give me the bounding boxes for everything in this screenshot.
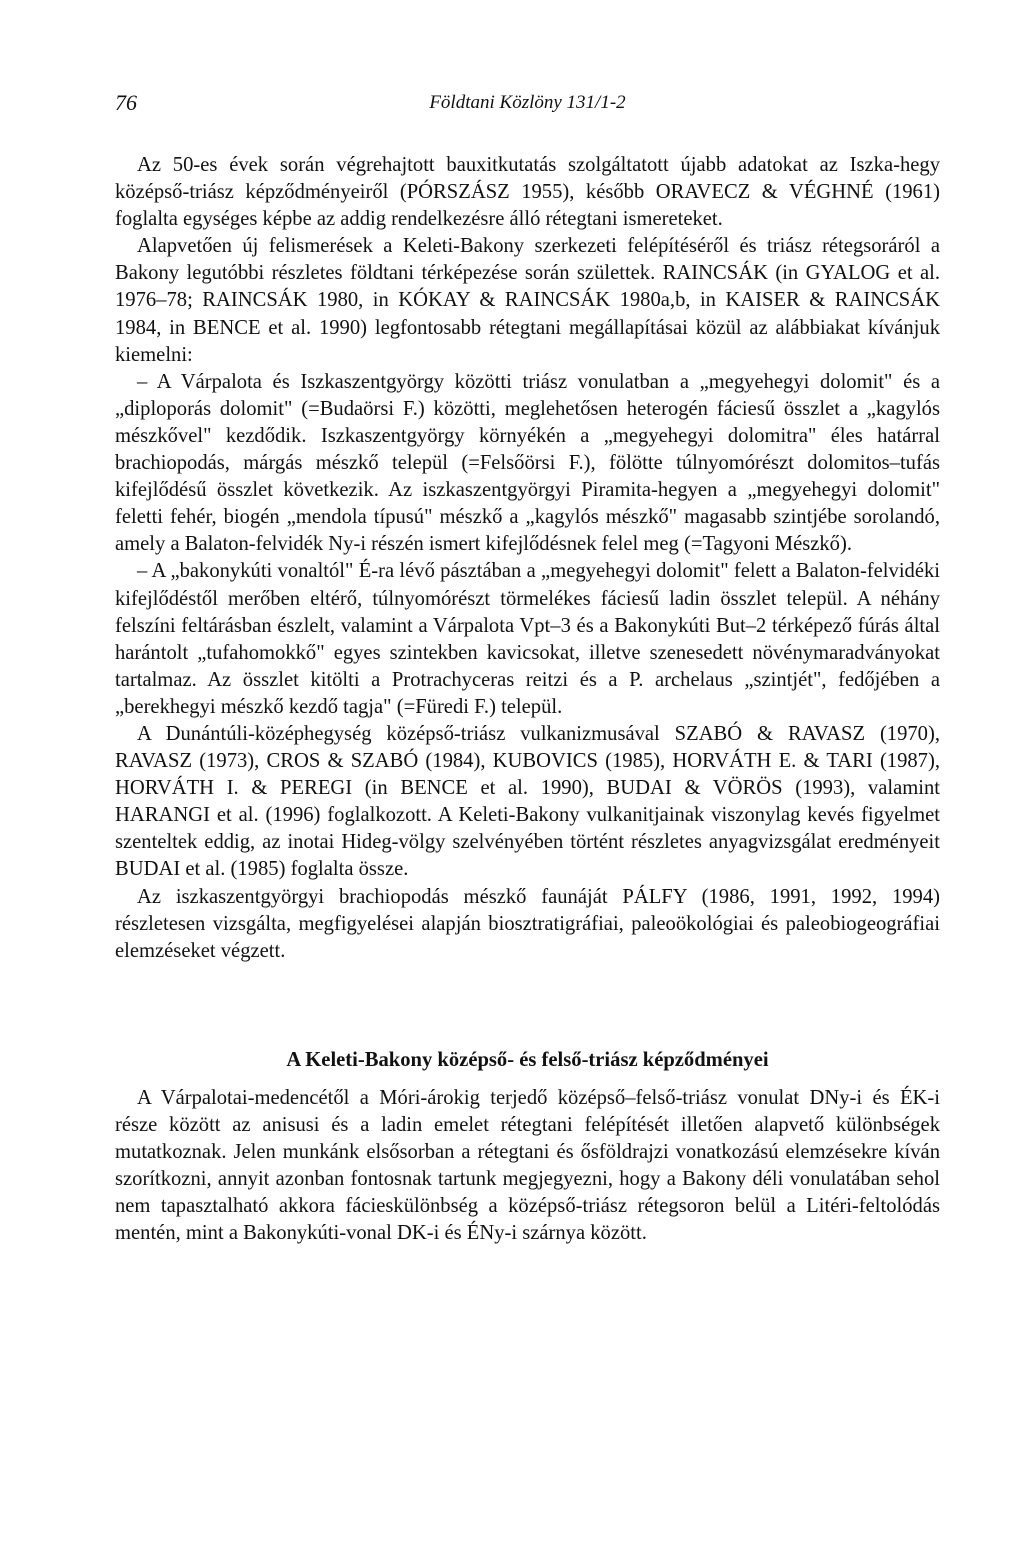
- paragraph-varpalota-iszkaszentgyorgy: – A Várpalota és Iszkaszentgyörgy közötti triász vonulatban a „megyehegyi dolomit" és a „diploporás dolomit" (=Budaörsi F.) közötti, meglehetősen heterogén fáciesű összlet a „kagylós mészkővel" kezdődik. Iszkaszentgyörgy környékén a „megyehegyi dolomitra" éles határral brachiopodás, márgás mészkő települ (=Felsőörsi F.), fölötte túlnyomórészt dolomitos–tufás kifejlődésű összlet következik. Az iszkaszentgyörgyi Piramita-hegyen a „megyehegyi dolomit" feletti fehér, biogén „mendola típusú" mészkő a „kagylós mészkő" magasabb szintjébe sorolandó, amely a Balaton-felvidék Ny-i részén ismert kifejlődésnek felel meg (=Tagyoni Mészkő).: [115, 370, 940, 556]
- paragraph-volcanism: A Dunántúli-középhegység középső-triász vulkanizmusával SZABÓ & RAVASZ (1970), RAVASZ (1973), CROS & SZABÓ (1984), KUBOVICS (1985), HORVÁTH E. & TARI (1987), HORVÁTH I. & PEREGI (in BENCE et al. 1990), BUDAI & VÖRÖS (1993), valamint HARANGI et al. (1996) foglalkozott. A Keleti-Bakony vulkanitjainak viszonylag kevés figyelmet szenteltek eddig, az inotai Hideg-völgy szelvényében történt részletes anyagvizsgálat eredményeit BUDAI et al. (1985) foglalta össze.: [115, 722, 940, 881]
- page-header: [115, 90, 940, 120]
- paragraph-new-findings: Alapvetően új felismerések a Keleti-Bakony szerkezeti felépítéséről és triász rétegsoráról a Bakony legutóbbi részletes földtani térképezése során születtek. RAINCSÁK (in GYALOG et al. 1976–78; RAINCSÁK 1980, in KÓKAY & RAINCSÁK 1980a,b, in KAISER & RAINCSÁK 1984, in BENCE et al. 1990) legfontosabb rétegtani megállapításai közül az alábbiakat kívánjuk kiemelni:: [115, 235, 940, 366]
- page-number: 76: [115, 90, 137, 115]
- heading-spacer: [115, 1074, 940, 1085]
- body-text: [115, 152, 940, 1247]
- paragraph-history: Az 50-es évek során végrehajtott bauxitkutatás szolgáltatott újabb adatokat az Iszka-hegy középső-triász képződményeiről (PÓRSZÁSZ 1955), később ORAVECZ & VÉGHNÉ (1961) foglalta egységes képbe az addig rendelkezésre álló rétegtani ismereteket.: [115, 154, 940, 231]
- paragraph-bakonykut-line: – A „bakonykúti vonaltól" É-ra lévő pásztában a „megyehegyi dolomit" felett a Balaton-felvidéki kifejlődéstől merőben eltérő, túlnyomórészt törmelékes fáciesű ladin összlet települ. A néhány felszíni feltárásban észlelt, valamint a Várpalota Vpt–3 és a Bakonykúti But–2 térképező fúrás által harántolt „tufahomokkő" egyes szintekben kavicsokat, illetve szenesedett növénymaradványokat tartalmaz. Az összlet kitölti a Protrachyceras reitzi és a P. archelaus „szintjét", fedőjében a „berekhegyi mészkő kezdő tagja" (=Füredi F.) települ.: [115, 560, 940, 718]
- paragraph-section-intro: A Várpalotai-medencétől a Móri-árokig terjedő középső–felső-triász vonulat DNy-i és ÉK-i része között az anisusi és a ladin emelet rétegtani felépítését illetően alapvető különbségek mutatkoznak. Jelen munkánk elsősorban a rétegtani és ősföldrajzi vonatkozású elemzésekre kíván szorítkozni, annyit azonban fontosnak tartunk megjegyezni, hogy a Bakony déli vonulatában sehol nem tapasztalható akkora fácieskülönbség a középső-triász rétegsoron belül a Litéri-feltolódás mentén, mint a Bakonykúti-vonal DK-i és ÉNy-i szárnya között.: [115, 1086, 940, 1245]
- journal-reference: Földtani Közlöny 131/1-2: [429, 92, 626, 113]
- section-spacer: [115, 965, 940, 1047]
- paragraph-brachiopod-fauna: Az iszkaszentgyörgyi brachiopodás mészkő faunáját PÁLFY (1986, 1991, 1992, 1994) részletesen vizsgálta, megfigyelései alapján biosztratigráfiai, paleoökológiai és paleobiogeográfiai elemzéseket végzett.: [115, 885, 940, 962]
- section-heading: A Keleti-Bakony középső- és felső-triász képződményei: [286, 1048, 769, 1071]
- document-page: [115, 90, 940, 1247]
